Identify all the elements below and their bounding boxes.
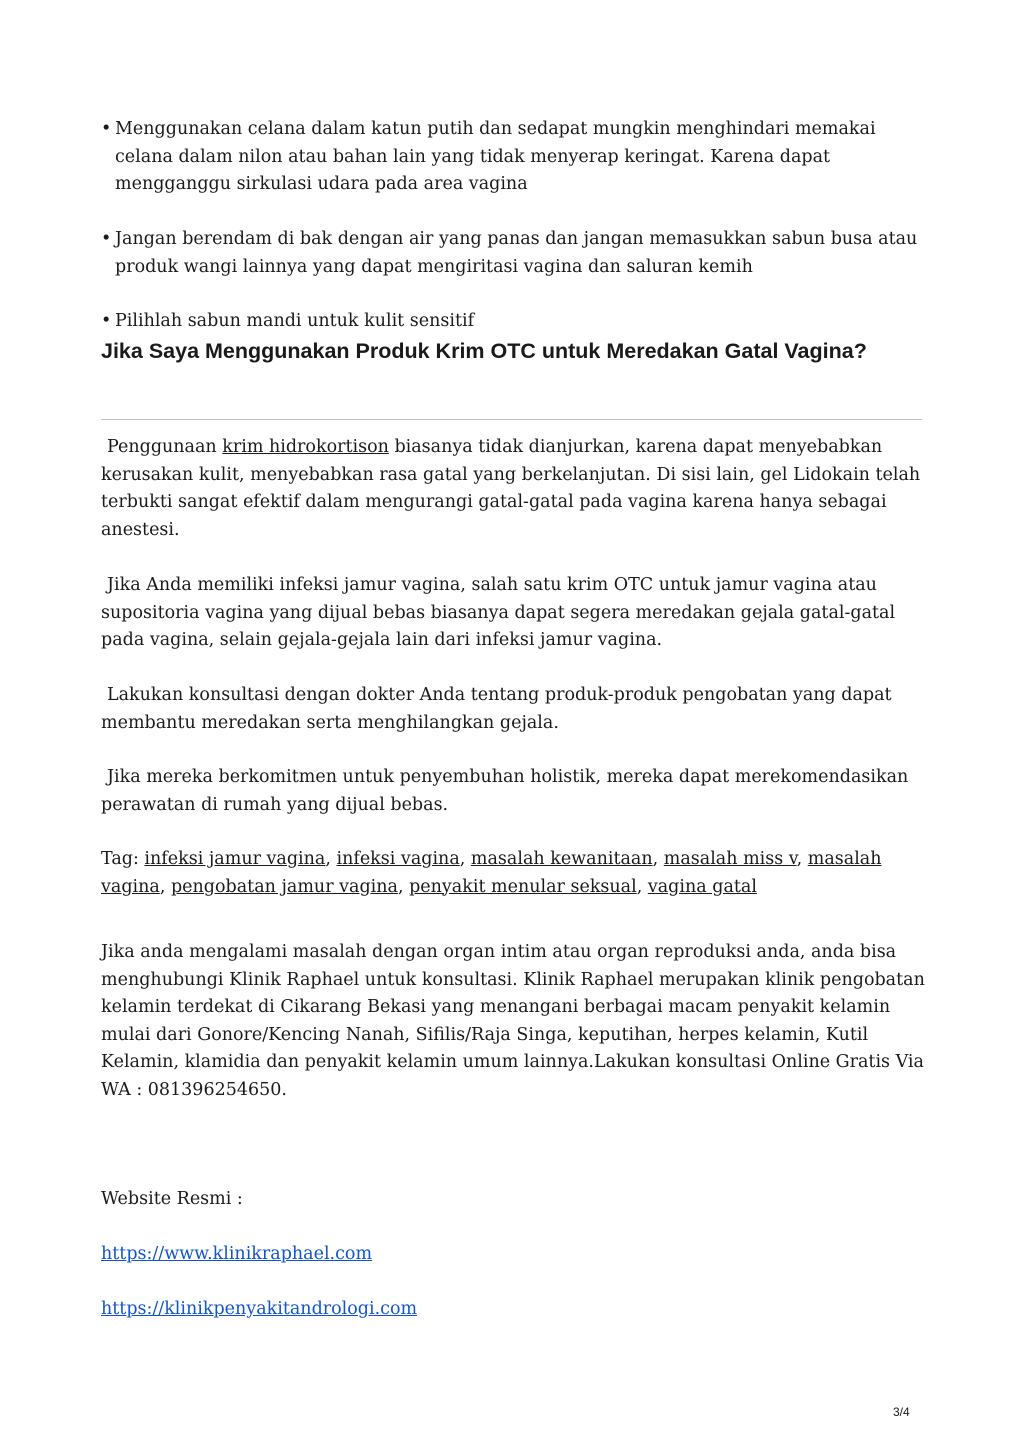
tag-separator: , — [459, 849, 471, 869]
tag-link[interactable]: vagina gatal — [647, 876, 757, 897]
tag-separator: , — [636, 876, 648, 897]
website-link-klinikraphael[interactable]: https://www.klinikraphael.com — [101, 1244, 373, 1264]
bullet-text: Menggunakan celana dalam katun putih dan sedapat mungkin menghindari memakai celana dalam nilon atau bahan lain yang tidak menyerap keringat. Karena dapat mengganggu sirkulasi udara pada area vagina — [115, 119, 876, 194]
tag-separator: , — [325, 849, 337, 869]
bullet-item — [101, 116, 921, 199]
tag-link[interactable]: infeksi jamur vagina — [144, 849, 326, 869]
tag-link[interactable]: pengobatan jamur vagina — [170, 876, 398, 897]
page-number: 3/4 — [893, 1405, 910, 1419]
website-link-andrologi[interactable]: https://klinikpenyakitandrologi.com — [101, 1299, 418, 1319]
bullet-text: Jangan berendam di bak dengan air yang panas dan jangan memasukkan sabun busa atau produk wangi lainnya yang dapat mengiritasi vagina dan saluran kemih — [115, 229, 918, 277]
website-label: Website Resmi : — [101, 1189, 243, 1209]
website-link-container — [101, 1296, 931, 1324]
website-link-container — [101, 1241, 931, 1269]
horizontal-divider — [101, 419, 922, 420]
bullet-item — [101, 226, 921, 281]
paragraph-hydrocortisone — [101, 434, 931, 544]
paragraph-text: biasanya tidak dianjurkan, karena dapat menyebabkan kerusakan kulit, menyebabkan rasa gatal yang berkelanjutan. Di sisi lain, gel Lidokain telah terbukti sangat efektif dalam mengurangi gatal-gatal pada vagina karena hanya sebagai anestesi. — [101, 437, 921, 540]
bullet-text: Pilihlah sabun mandi untuk kulit sensitif — [115, 311, 475, 331]
bullet-marker: • — [101, 229, 112, 249]
section-heading: Jika Saya Menggunakan Produk Krim OTC untuk Meredakan Gatal Vagina? — [101, 339, 867, 363]
tag-separator: , — [159, 876, 171, 897]
tag-link[interactable]: masalah kewanitaan — [470, 849, 653, 869]
tag-separator: , — [397, 876, 410, 897]
tag-link[interactable]: masalah vagina — [101, 849, 882, 897]
tag-link[interactable]: infeksi vagina — [336, 849, 460, 869]
tag-label: Tag: — [101, 849, 145, 869]
tag-separator: , — [796, 849, 808, 869]
bullet-item — [101, 308, 921, 336]
paragraph-text: Penggunaan — [107, 437, 223, 457]
bullet-marker: • — [101, 311, 112, 331]
tag-separator: , — [652, 849, 664, 869]
paragraph-consult: Lakukan konsultasi dengan dokter Anda tentang produk-produk pengobatan yang dapat membantu meredakan serta menghilangkan gejala. — [101, 685, 892, 733]
contact-paragraph: Jika anda mengalami masalah dengan organ intim atau organ reproduksi anda, anda bisa menghubungi Klinik Raphael untuk konsultasi. Klinik Raphael merupakan klinik pengobatan kelamin terdekat di Cikarang Bekasi yang menangani berbagai macam penyakit kelamin mulai dari Gonore/Kencing Nanah, Sifilis/Raja Singa, keputihan, herpes kelamin, Kutil Kelamin, klamidia dan penyakit kelamin umum lainnya.Lakukan konsultasi Online Gratis Via WA : 081396254650. — [101, 942, 925, 1100]
krim-hidrokortison-link[interactable]: krim hidrokortison — [222, 437, 389, 457]
tag-list — [101, 846, 931, 901]
tag-link[interactable]: penyakit menular seksual — [409, 876, 637, 897]
paragraph-otc: Jika Anda memiliki infeksi jamur vagina, salah satu krim OTC untuk jamur vagina atau supositoria vagina yang dijual bebas biasanya dapat segera meredakan gejala gatal-gatal pada vagina, selain gejala-gejala lain dari infeksi jamur vagina. — [101, 575, 896, 650]
bullet-marker: • — [101, 119, 112, 139]
paragraph-holistic: Jika mereka berkomitmen untuk penyembuhan holistik, mereka dapat merekomendasikan perawatan di rumah yang dijual bebas. — [101, 767, 909, 815]
tag-link[interactable]: masalah miss v — [663, 849, 797, 869]
